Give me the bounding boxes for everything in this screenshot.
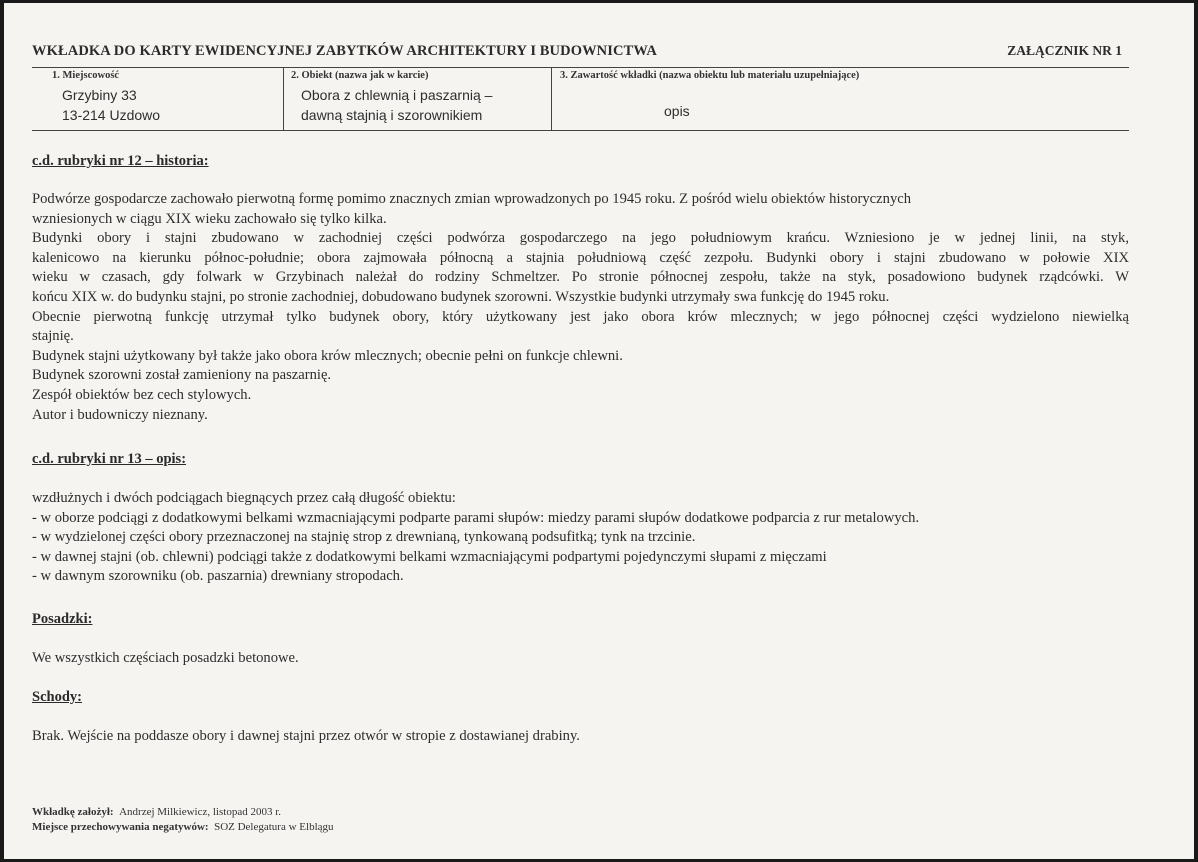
- field-object-line: dawną stajnią i szorownikiem: [301, 107, 483, 123]
- section-description-heading: c.d. rubryki nr 13 – opis:: [32, 451, 187, 467]
- field-object-value: [301, 85, 492, 125]
- stairs-line: Brak. Wejście na poddasze obory i dawnej stajni przez otwór w stropie z dostawianej drabiny.: [32, 728, 580, 744]
- description-line: - w oborze podciągi z dodatkowymi belkami wzmacniającymi podparte parami słupów: miedzy parami słupów dodatkowe podparcia z rur metalowych.: [32, 509, 920, 526]
- section-history-heading: c.d. rubryki nr 12 – historia:: [32, 153, 209, 169]
- section-floors-heading: Posadzki:: [32, 611, 93, 627]
- section-history-text: [32, 190, 1129, 425]
- history-line: Zespół obiektów bez cech stylowych.: [32, 386, 252, 403]
- history-line: wzniesionych w ciągu XIX wieku zachowało się tylko kilka.: [32, 210, 387, 227]
- section-stairs-heading: Schody:: [32, 689, 82, 705]
- annex-number: ZAŁĄCZNIK NR 1: [1007, 43, 1122, 58]
- history-line: Budynek stajni użytkowany był także jako obora krów mlecznych; obecnie pełni on funkcje chlewni.: [32, 347, 623, 364]
- document-sheet: [4, 3, 1194, 859]
- field-content-label: 3. Zawartość wkładki (nazwa obiektu lub materiału uzupełniające): [560, 70, 860, 81]
- field-divider-1: [283, 67, 284, 130]
- description-line: wzdłużnych i dwóch podciągach biegnących przez całą długość obiektu:: [32, 490, 456, 506]
- header-rule-bottom: [32, 130, 1129, 131]
- field-locality-line: Grzybiny 33: [62, 87, 137, 103]
- header-rule-top: [32, 67, 1129, 68]
- footer-author-label: Wkładkę założył:: [32, 806, 114, 818]
- description-line: - w dawnej stajni (ob. chlewni) podciągi także z dodatkowymi belkami wzmacniającymi podpartymi pojedynczymi słupami z mięczami: [32, 548, 827, 565]
- description-line: - w dawnym szorowniku (ob. paszarnia) drewniany stropodach.: [32, 568, 404, 585]
- footer-storage: [32, 821, 334, 833]
- field-locality-label: 1. Miejscowość: [52, 70, 120, 81]
- history-line: końcu XIX w. do budynku stajni, po stronie zachodniej, dobudowano budynek szorowni. Wszystkie budynki utrzymały swa funkcję do 1945 roku.: [32, 288, 890, 305]
- section-floors-text: [32, 649, 1129, 669]
- field-object-label: 2. Obiekt (nazwa jak w karcie): [291, 70, 429, 81]
- footer-author: [32, 806, 281, 818]
- field-locality-value: [62, 85, 160, 125]
- floors-line: We wszystkich częściach posadzki betonowe.: [32, 650, 299, 666]
- history-line: stajnię.: [32, 328, 74, 345]
- description-line: - w wydzielonej części obory przeznaczonej na stajnię strop z drewnianą, tynkowaną podsufitką; tynk na trzcinie.: [32, 529, 696, 546]
- history-line: Budynki obory i stajni zbudowano w zachodniej części podwórza gospodarczego na jego południowym krańcu. Wzniesiono je w jednej linii, na styk,: [32, 230, 1129, 247]
- field-content-value: opis: [664, 103, 690, 119]
- section-stairs-text: [32, 727, 1129, 747]
- document-title: WKŁADKA DO KARTY EWIDENCYJNEJ ZABYTKÓW ARCHITEKTURY I BUDOWNICTWA: [32, 43, 657, 59]
- field-divider-2: [551, 67, 552, 130]
- history-line: wieku w czasach, gdy folwark w Grzybinach należał do rodziny Schmeltzer. Po stronie północnej zespołu, także na styk, posadowiono budynek rządcówki. W: [32, 269, 1129, 286]
- history-line: Obecnie pierwotną funkcję utrzymał tylko budynek obory, który użytkowany jest jako obora krów mlecznych; w jego północnej części wydzielono niewielką: [32, 308, 1129, 325]
- history-line: Budynek szorowni został zamieniony na paszarnię.: [32, 367, 332, 384]
- field-object-line: Obora z chlewnią i paszarnią –: [301, 87, 493, 103]
- field-locality-line: 13-214 Uzdowo: [62, 107, 161, 123]
- history-line: kalenicowo na kierunku północ-południe; obora zajmowała północną a stajnia południową część zezpołu. Budynki obory i stajni zbudowano w połowie XIX: [32, 249, 1129, 266]
- history-line: Podwórze gospodarcze zachowało pierwotną formę pomimo znacznych zmian wprowadzonych po 1945 roku. Z pośród wielu obiektów historycznych: [32, 191, 912, 207]
- section-description-text: [32, 489, 1129, 587]
- footer-storage-label: Miejsce przechowywania negatywów:: [32, 821, 209, 833]
- footer-storage-value: SOZ Delegatura w Elblągu: [214, 821, 334, 833]
- history-line: Autor i budowniczy nieznany.: [32, 406, 208, 423]
- footer-author-value: Andrzej Milkiewicz, listopad 2003 r.: [119, 806, 282, 818]
